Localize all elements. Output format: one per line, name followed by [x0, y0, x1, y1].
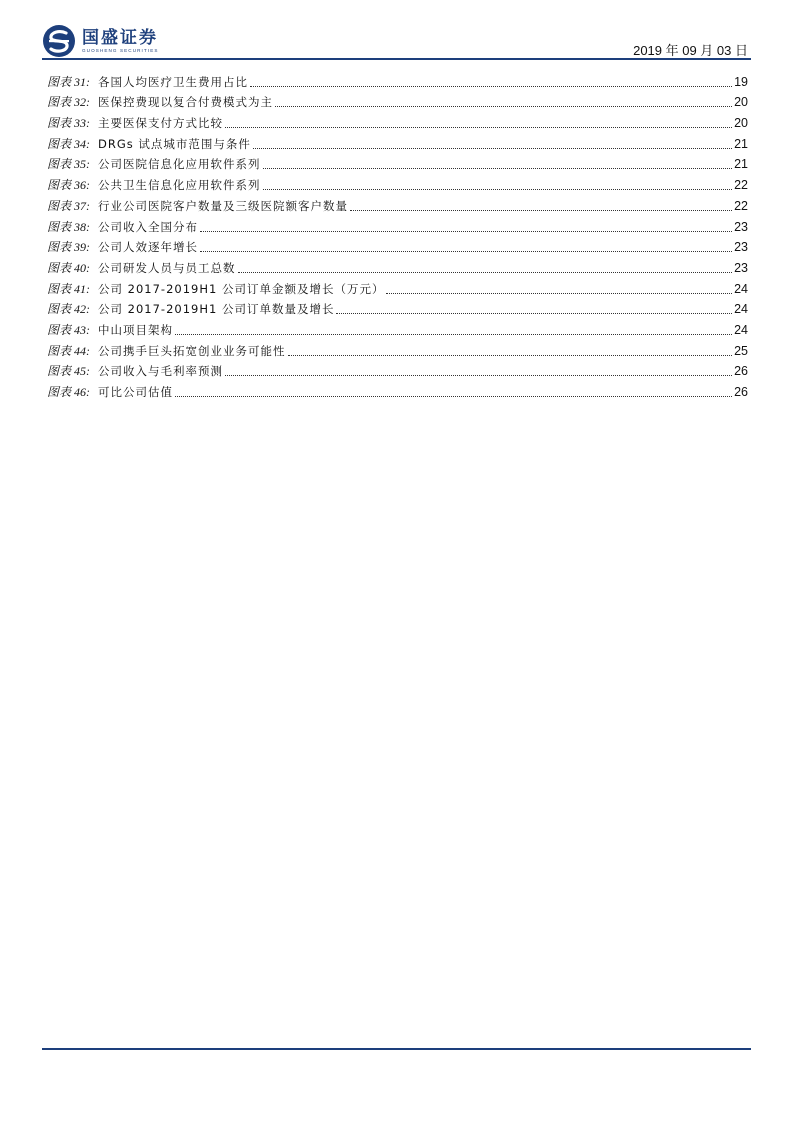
toc-leader-dots — [238, 271, 733, 273]
toc-entry[interactable] — [47, 110, 748, 131]
toc-entry[interactable] — [47, 317, 748, 338]
toc-entry-label: 图表 40: — [47, 260, 90, 275]
toc-entry[interactable] — [47, 69, 748, 90]
toc-entry-page: 23 — [734, 240, 748, 255]
toc-entry[interactable] — [47, 276, 748, 297]
guosheng-logo — [42, 24, 159, 58]
toc-entry-page: 24 — [734, 281, 748, 296]
toc-entry-title: 公共卫生信息化应用软件系列 — [98, 178, 261, 193]
logo-name-en: GUOSHENG SECURITIES — [82, 47, 159, 53]
toc-entry[interactable] — [47, 214, 748, 235]
toc-leader-dots — [253, 147, 732, 149]
toc-entry-title: 医保控费现以复合付费模式为主 — [98, 95, 273, 110]
logo-name-cn: 国盛证券 — [82, 27, 158, 48]
toc-entry[interactable] — [47, 297, 748, 318]
toc-entry-title: 主要医保支付方式比较 — [98, 116, 223, 131]
toc-entry-page: 22 — [734, 178, 748, 193]
toc-entry-title: 各国人均医疗卫生费用占比 — [98, 74, 248, 89]
toc-entry-title: 公司 2017-2019H1 公司订单数量及增长 — [98, 302, 335, 317]
toc-entry-label: 图表 33: — [47, 116, 90, 131]
toc-entry[interactable] — [47, 255, 748, 276]
toc-entry-label: 图表 38: — [47, 219, 90, 234]
toc-leader-dots — [250, 85, 732, 87]
toc-entry-title: 公司携手巨头拓宽创业业务可能性 — [98, 343, 286, 358]
toc-leader-dots — [175, 333, 732, 335]
toc-entry-label: 图表 36: — [47, 178, 90, 193]
toc-entry-title: 行业公司医院客户数量及三级医院额客户数量 — [98, 198, 348, 213]
toc-entry[interactable] — [47, 359, 748, 380]
toc-entry-page: 26 — [734, 364, 748, 379]
toc-leader-dots — [263, 167, 733, 169]
toc-entry-page: 19 — [734, 74, 748, 89]
toc-entry-label: 图表 46: — [47, 385, 90, 399]
toc-entry-label: 图表 45: — [47, 364, 90, 379]
toc-leader-dots — [288, 354, 733, 356]
toc-entry-label: 图表 39: — [47, 240, 90, 255]
toc-entry-label: 图表 42: — [47, 302, 90, 317]
toc-entry[interactable] — [47, 172, 748, 193]
toc-leader-dots — [200, 230, 732, 232]
toc-entry-page: 26 — [734, 385, 748, 399]
toc-entry-title: 公司收入与毛利率预测 — [98, 364, 223, 379]
toc-entry-title: 公司研发人员与员工总数 — [98, 260, 236, 275]
toc-entry-page: 21 — [734, 136, 748, 151]
toc-entry-label: 图表 32: — [47, 95, 90, 110]
toc-entry[interactable] — [47, 235, 748, 256]
toc-entry-page: 24 — [734, 322, 748, 337]
toc-entry-title: DRGs 试点城市范围与条件 — [98, 136, 251, 151]
toc-entry-page: 21 — [734, 157, 748, 172]
toc-entry-title: 公司人效逐年增长 — [98, 240, 198, 255]
toc-leader-dots — [386, 292, 732, 294]
toc-entry-page: 24 — [734, 302, 748, 317]
toc-entry-label: 图表 35: — [47, 157, 90, 172]
toc-entry-page: 25 — [734, 343, 748, 358]
figure-index-list — [47, 69, 748, 400]
toc-entry-page: 20 — [734, 95, 748, 110]
toc-entry-label: 图表 41: — [47, 281, 90, 296]
report-date: 2019 年 09 月 03 日 — [633, 43, 748, 58]
toc-leader-dots — [263, 188, 733, 190]
toc-entry[interactable] — [47, 131, 748, 152]
toc-entry[interactable] — [47, 338, 748, 359]
toc-leader-dots — [200, 250, 732, 252]
toc-leader-dots — [225, 126, 732, 128]
toc-entry-label: 图表 43: — [47, 322, 90, 337]
toc-entry[interactable] — [47, 193, 748, 214]
toc-entry[interactable] — [47, 152, 748, 173]
toc-entry-page: 23 — [734, 260, 748, 275]
toc-leader-dots — [225, 374, 732, 376]
footer-divider — [42, 1048, 751, 1050]
toc-entry-label: 图表 44: — [47, 343, 90, 358]
toc-entry[interactable] — [47, 90, 748, 111]
toc-entry-label: 图表 37: — [47, 198, 90, 213]
toc-entry-title: 公司医院信息化应用软件系列 — [98, 157, 261, 172]
page-header — [0, 0, 793, 60]
toc-entry-title: 公司收入全国分布 — [98, 219, 198, 234]
toc-entry-label: 图表 34: — [47, 136, 90, 151]
toc-leader-dots — [275, 105, 732, 107]
toc-entry-page: 23 — [734, 219, 748, 234]
toc-entry-title: 可比公司估值 — [98, 385, 173, 399]
toc-entry-page: 22 — [734, 198, 748, 213]
toc-leader-dots — [336, 312, 732, 314]
toc-entry-title: 公司 2017-2019H1 公司订单金额及增长（万元） — [98, 281, 385, 296]
toc-leader-dots — [350, 209, 732, 211]
toc-entry-page: 20 — [734, 116, 748, 131]
toc-entry[interactable] — [47, 379, 748, 400]
toc-leader-dots — [175, 395, 732, 397]
guosheng-logo-icon — [42, 24, 76, 58]
toc-entry-title: 中山项目架构 — [98, 322, 173, 337]
toc-entry-label: 图表 31: — [47, 74, 90, 89]
header-divider — [42, 58, 751, 60]
